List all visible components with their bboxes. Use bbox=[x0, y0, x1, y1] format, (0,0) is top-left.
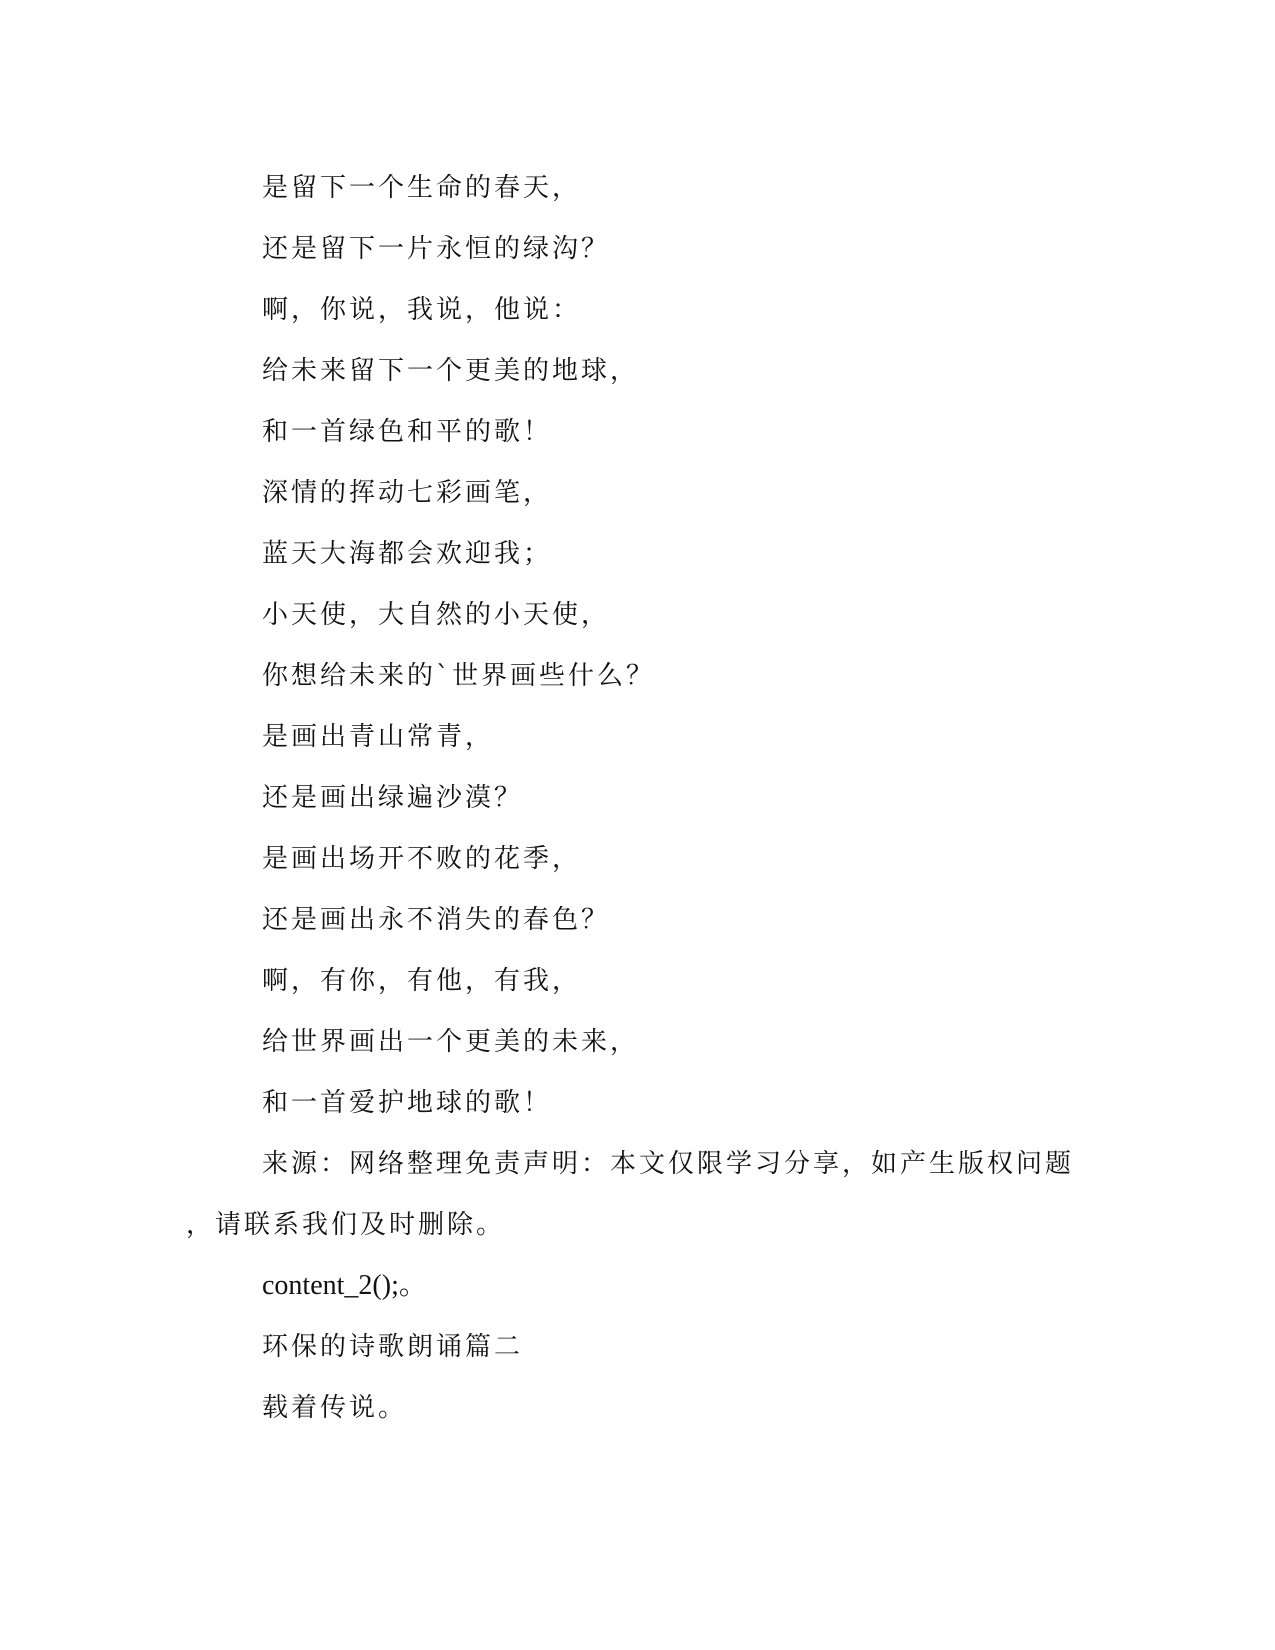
poem-line: 给世界画出一个更美的未来， bbox=[262, 1027, 640, 1057]
poem-line: 是留下一个生命的春天， bbox=[262, 173, 582, 203]
poem-line: 还是留下一片永恒的绿沟？ bbox=[262, 234, 611, 264]
poem-line: 你想给未来的`世界画些什么？ bbox=[262, 661, 656, 691]
poem-line: 还是画出永不消失的春色？ bbox=[262, 905, 611, 935]
body-line: 载着传说。 bbox=[262, 1393, 408, 1423]
disclaimer-continuation: ，请联系我们及时删除。 bbox=[186, 1210, 506, 1240]
poem-line: 和一首绿色和平的歌！ bbox=[262, 417, 553, 447]
poem-line: 啊，你说，我说，他说： bbox=[262, 295, 582, 325]
section-title: 环保的诗歌朗诵篇二 bbox=[262, 1332, 524, 1362]
code-line: content_2();。 bbox=[262, 1270, 427, 1301]
poem-line: 和一首爱护地球的歌！ bbox=[262, 1088, 553, 1118]
poem-line: 还是画出绿遍沙漠？ bbox=[262, 783, 524, 813]
poem-line: 是画出场开不败的花季， bbox=[262, 844, 582, 874]
poem-line: 蓝天大海都会欢迎我； bbox=[262, 539, 553, 569]
poem-line: 深情的挥动七彩画笔， bbox=[262, 478, 553, 508]
disclaimer-line: 来源：网络整理免责声明：本文仅限学习分享，如产生版权问题 bbox=[262, 1149, 1075, 1179]
poem-line: 是画出青山常青， bbox=[262, 722, 495, 752]
poem-line: 小天使，大自然的小天使， bbox=[262, 600, 611, 630]
poem-line: 啊，有你，有他，有我， bbox=[262, 966, 582, 996]
poem-line: 给未来留下一个更美的地球， bbox=[262, 356, 640, 386]
